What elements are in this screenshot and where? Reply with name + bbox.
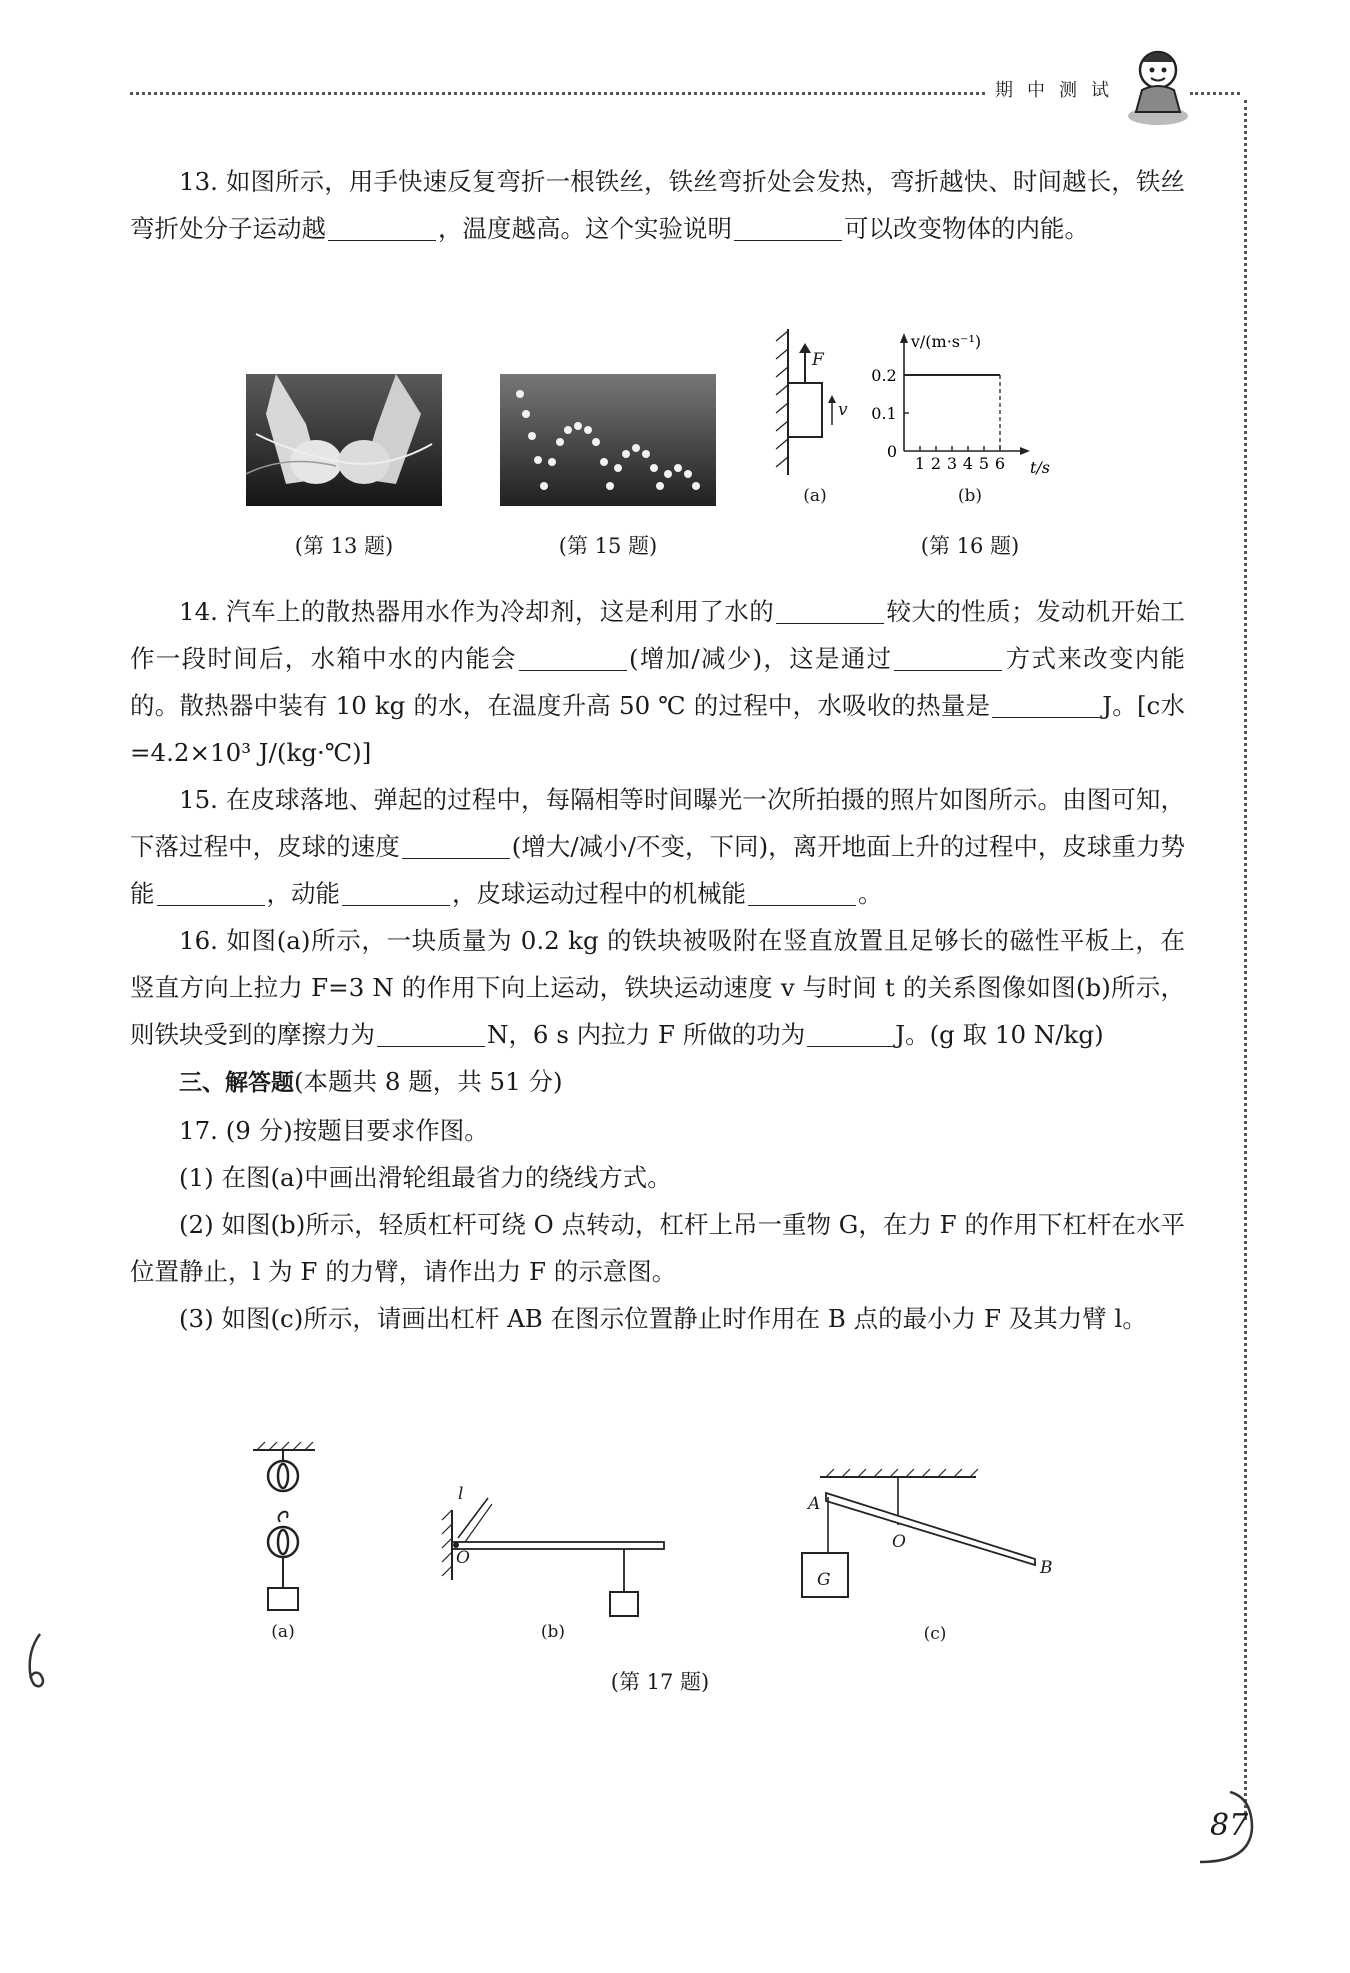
q14-text-3: (增加/减少)，这是通过 (628, 644, 893, 673)
fig16a-force-label: F (812, 350, 824, 370)
fig17c-b-label: B (1040, 1558, 1053, 1578)
q14-text-1: 14. 汽车上的散热器用水作为冷却剂，这是利用了水的 (179, 597, 775, 626)
mascot-icon (1122, 46, 1194, 130)
q17-part-2: (2) 如图(b)所示，轻质杠杆可绕 O 点转动，杠杆上吊一重物 G，在力 F 的作用下杠杆在水平位置静止，l 为 F 的力臂，请作出力 F 的示意图。 (130, 1210, 1185, 1286)
x-tick-label: 3 (946, 454, 958, 473)
figure-15-photo (500, 374, 716, 506)
figure-16b-vt-graph (860, 325, 1080, 485)
answer-blank[interactable] (342, 881, 450, 907)
q15-text-3: ，动能 (266, 879, 340, 908)
answer-blank[interactable] (807, 1022, 893, 1048)
section-3-heading (130, 1058, 1185, 1107)
x-tick-label: 2 (930, 454, 942, 473)
answer-blank[interactable] (734, 216, 842, 242)
fig17c-label: (c) (923, 1624, 947, 1644)
q14-text-2: 较大的性质；发动机开始工作一段时间后，水箱中水的内能会 (130, 597, 1186, 673)
answer-blank[interactable] (776, 599, 884, 625)
x-tick-label: 5 (978, 454, 990, 473)
answer-blank[interactable] (894, 646, 1002, 672)
answer-blank[interactable] (748, 881, 856, 907)
q16-text-2: N，6 s 内拉力 F 所做的功为 (487, 1020, 806, 1049)
header-dotted-line-right (1190, 92, 1240, 95)
y-axis-label: v/(m·s⁻¹) (910, 332, 982, 351)
answer-blank[interactable] (519, 646, 627, 672)
fig16a-label: (a) (803, 486, 827, 506)
y-tick-label: 0.2 (871, 366, 897, 385)
x-axis-label: t/s (1029, 458, 1051, 477)
y-tick-label: 0.1 (871, 404, 897, 423)
fig17c-a-label: A (808, 1494, 821, 1514)
page-number: 87 (1210, 1808, 1249, 1843)
q16-text-1: 16. 如图(a)所示，一块质量为 0.2 kg 的铁块被吸附在竖直放置且足够长的磁性平板上，在竖直方向上拉力 F=3 N 的作用下向上运动，铁块运动速度 v 与时间 t 的关系图像如图(b)所示，则铁块受到的摩擦力为 (130, 926, 1185, 1049)
q13-text-b: ，温度越高。这个实验说明 (438, 214, 732, 243)
pencil-mark (14, 1630, 54, 1700)
question-14 (130, 588, 1185, 776)
q13-text-c: 可以改变物体的内能。 (844, 214, 1089, 243)
fig16b-label: (b) (957, 486, 983, 506)
q17-stem: 17. (9 分)按题目要求作图。 (179, 1116, 489, 1145)
questions-14-17 (130, 588, 1185, 1342)
figure-13-photo (246, 374, 442, 506)
question-15 (130, 776, 1185, 917)
caption-q17: (第 17 题) (610, 1670, 710, 1694)
figure-17c-lever (790, 1465, 1060, 1615)
q14-text-5: J。[c水=4.2×10³ J/(kg·℃)] (130, 691, 1185, 767)
q13-text-a: 13. 如图所示，用手快速反复弯折一根铁丝，铁丝弯折处会发热，弯折越快、时间越长，铁丝弯折处分子运动越 (130, 167, 1185, 243)
y-axis-arrow (900, 333, 908, 343)
caption-q13: (第 13 题) (294, 534, 394, 558)
origin-label: 0 (886, 442, 898, 461)
fig16a-velocity-label: v (838, 400, 848, 420)
q17-part-1: (1) 在图(a)中画出滑轮组最省力的绕线方式。 (179, 1163, 672, 1192)
section-3-title: 三、解答题 (179, 1070, 294, 1096)
x-tick-label: 1 (914, 454, 926, 473)
question-16 (130, 917, 1185, 1058)
q17-part-3: (3) 如图(c)所示，请画出杠杆 AB 在图示位置静止时作用在 B 点的最小力 F 及其力臂 l。 (179, 1304, 1147, 1333)
fig17b-l-label: l (458, 1484, 464, 1504)
answer-blank[interactable] (157, 881, 265, 907)
caption-q16: (第 16 题) (920, 534, 1020, 558)
fig17c-g-label: G (817, 1570, 831, 1590)
q14-text-4: 方式来改变内能的。散热器中装有 10 kg 的水，在温度升高 50 ℃ 的过程中，水吸收的热量是 (130, 644, 1186, 720)
q15-text-4: ，皮球运动过程中的机械能 (452, 879, 746, 908)
q15-text-1: 15. 在皮球落地、弹起的过程中，每隔相等时间曝光一次所拍摄的照片如图所示。由图可知，下落过程中，皮球的速度 (130, 785, 1185, 861)
caption-q15: (第 15 题) (558, 534, 658, 558)
x-tick-label: 4 (962, 454, 974, 473)
answer-blank[interactable] (377, 1022, 485, 1048)
fig17b-o-label: O (456, 1548, 470, 1568)
answer-blank[interactable] (402, 834, 510, 860)
q15-text-5: 。 (858, 879, 883, 908)
fig17a-label: (a) (271, 1622, 295, 1642)
answer-blank[interactable] (328, 216, 436, 242)
header-title: 期中测试 (995, 80, 1123, 101)
fig17b-label: (b) (540, 1622, 566, 1642)
x-axis-arrow (1020, 447, 1030, 455)
header-dotted-line-left (130, 92, 985, 95)
fig17c-o-label: O (892, 1532, 906, 1552)
answer-blank[interactable] (992, 693, 1100, 719)
right-margin-dotted-line (1244, 100, 1247, 1820)
q15-text-2: (增大/减小/不变，下同)，离开地面上升的过程中，皮球重力势能 (130, 832, 1186, 908)
question-13 (130, 158, 1185, 252)
x-tick-label: 6 (994, 454, 1006, 473)
section-3-note: (本题共 8 题，共 51 分) (294, 1067, 563, 1096)
figure-17a-pulleys (245, 1440, 325, 1620)
q16-text-3: J。(g 取 10 N/kg) (895, 1020, 1104, 1049)
